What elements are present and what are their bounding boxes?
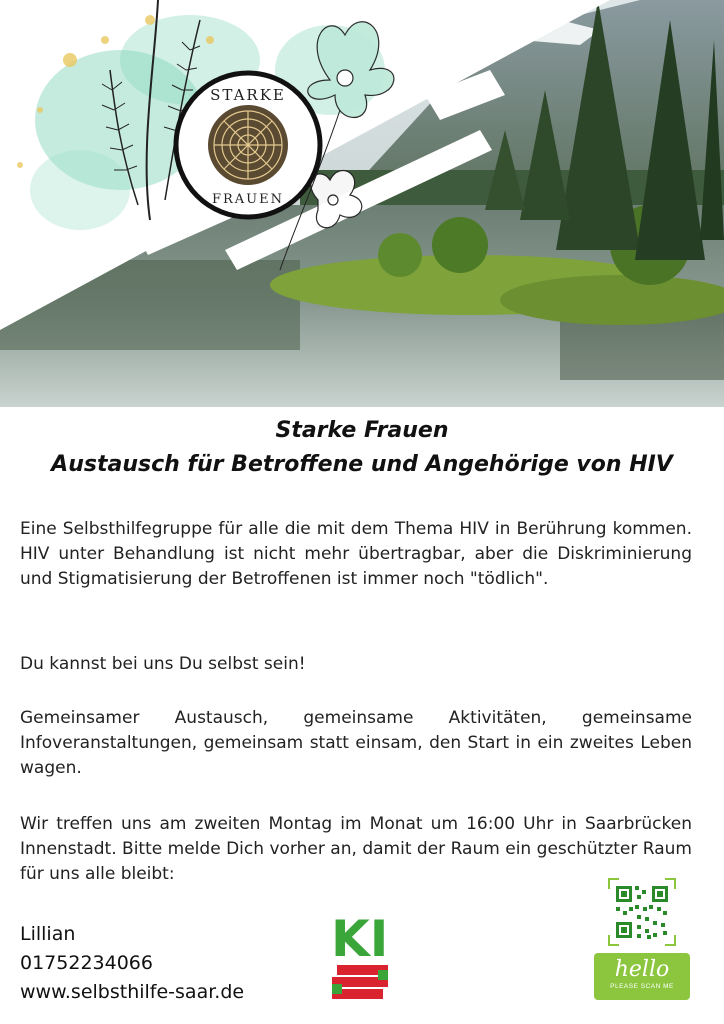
landscape-photo	[0, 0, 724, 407]
title-line-2: Austausch für Betroffene und Angehörige von HIV	[51, 452, 673, 477]
kiss-logo-graphic	[331, 912, 393, 1004]
paragraph-tagline: Du kannst bei uns Du selbst sein!	[20, 654, 306, 674]
contact-website[interactable]: www.selbsthilfe-saar.de	[20, 981, 245, 1003]
hero-banner	[0, 0, 724, 407]
contact-phone[interactable]: 01752234066	[20, 952, 153, 974]
qr-code-graphic	[607, 877, 677, 947]
hello-scan-badge[interactable]	[594, 953, 690, 1000]
logo-text-top: STARKE	[210, 86, 286, 104]
contact-block	[20, 920, 244, 1007]
paragraph-meeting: Wir treffen uns am zweiten Montag im Monat um 16:00 Uhr in Saarbrücken Innenstadt. Bitte melde Dich vorher an, damit der Raum ein geschützter Raum für uns alle bleibt:	[20, 814, 692, 884]
logo-text-bottom: FRAUEN	[211, 192, 285, 207]
kiss-logo	[331, 912, 393, 1004]
hello-subtitle: PLEASE SCAN ME	[610, 983, 674, 990]
hello-title: hello	[614, 957, 670, 982]
kiss-letters-top: KI	[331, 912, 389, 968]
qr-code[interactable]	[607, 877, 677, 947]
paragraph-intro: Eine Selbsthilfegruppe für alle die mit dem Thema HIV in Berührung kommen. HIV unter Behandlung ist nicht mehr übertragbar, aber die Diskriminierung und Stigmatisierung der Betroffenen ist immer noch "tödlich".	[20, 519, 692, 589]
paragraph-activities: Gemeinsamer Austausch, gemeinsame Aktivitäten, gemeinsame Infoveranstaltungen, gemeinsam statt einsam, den Start in ein zweites Leben wagen.	[20, 708, 692, 778]
contact-name: Lillian	[20, 923, 76, 945]
title-block	[0, 414, 724, 482]
title-line-1: Starke Frauen	[275, 418, 449, 443]
